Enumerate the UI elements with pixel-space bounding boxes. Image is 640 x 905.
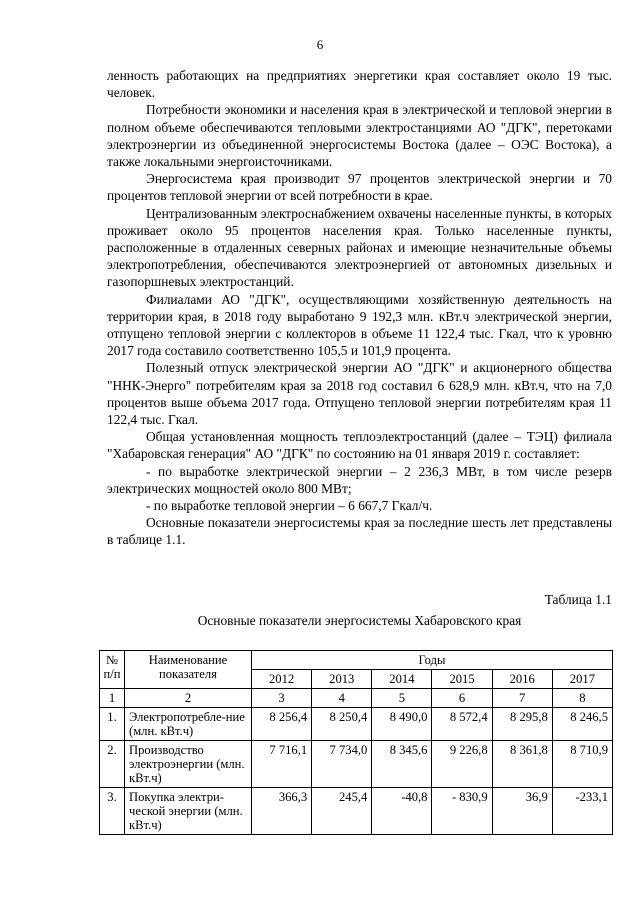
body-text [107, 67, 612, 549]
cell-value: 8 490,0 [372, 708, 432, 741]
col-index: 3 [252, 689, 312, 708]
cell-value: 245,4 [312, 788, 372, 835]
col-index: 5 [372, 689, 432, 708]
row-num: 2. [100, 741, 125, 788]
col-index: 2 [125, 689, 252, 708]
list-item: - по выработке тепловой энергии – 6 667,7 Гкал/ч. [146, 498, 433, 514]
cell-value: - 830,9 [432, 788, 492, 835]
header-year: 2017 [552, 670, 612, 689]
header-years: Годы [252, 651, 613, 670]
col-index: 7 [492, 689, 552, 708]
table-row [100, 708, 613, 741]
cell-value: 8 256,4 [252, 708, 312, 741]
cell-value: 8 345,6 [372, 741, 432, 788]
paragraph: Филиалами АО "ДГК", осуществляющими хозяйственную деятельность на территории края, в 2018 году выработано 9 192,3 млн. кВт.ч электрической энергии, отпущено тепловой энергии с коллекторов в объеме 11 122,4 тыс. Гкал, что к уровню 2017 года составило соответственно 105,5 и 101,9 процента. [107, 291, 612, 359]
col-index: 4 [312, 689, 372, 708]
paragraph: Потребности экономики и населения края в электрической и тепловой энергии в полном объеме обеспечиваются тепловыми электростанциями АО "ДГК", перетоками электроэнергии из объединенной энергосистемы Востока (далее – ОЭС Востока), а также локальными энергоисточниками. [107, 102, 612, 170]
paragraph: Энергосистема края производит 97 процентов электрической энергии и 70 процентов тепловой энергии от всей потребности в крае. [107, 171, 612, 204]
col-index: 6 [432, 689, 492, 708]
paragraph: Централизованным электроснабжением охвачены населенные пункты, в которых проживает около 95 процентов населения края. Только населенные пункты, расположенные в отдаленных северных районах и имеющие незначительные объемы электропотребления, обеспечиваются электроэнергией от автономных дизельных и газопоршневых электростанций. [107, 205, 612, 290]
row-num: 3. [100, 788, 125, 835]
cell-value: 9 226,8 [432, 741, 492, 788]
header-num: № п/п [100, 651, 125, 689]
cell-value: 8 295,8 [492, 708, 552, 741]
cell-value: -233,1 [552, 788, 612, 835]
table-row [100, 788, 613, 835]
cell-value: 36,9 [492, 788, 552, 835]
cell-value: 8 246,5 [552, 708, 612, 741]
row-name: Покупка электри-ческой энергии (млн. кВт.ч) [125, 788, 252, 835]
header-year: 2016 [492, 670, 552, 689]
cell-value: -40,8 [372, 788, 432, 835]
header-year: 2013 [312, 670, 372, 689]
col-index: 8 [552, 689, 612, 708]
cell-value: 7 734,0 [312, 741, 372, 788]
list-item: - по выработке электрической энергии – 2 236,3 МВт, в том числе резерв электрических мощностей около 800 МВт; [107, 463, 612, 496]
table-label: Таблица 1.1 [544, 592, 612, 607]
energy-indicators-table [99, 650, 613, 835]
cell-value: 8 250,4 [312, 708, 372, 741]
header-year: 2015 [432, 670, 492, 689]
paragraph: Общая установленная мощность теплоэлектростанций (далее – ТЭЦ) филиала "Хабаровская генерация" АО "ДГК" по состоянию на 01 января 2019 г. составляет: [107, 429, 612, 462]
paragraph: Основные показатели энергосистемы края за последние шесть лет представлены в таблице 1.1. [107, 515, 612, 548]
header-name: Наименование показателя [125, 651, 252, 689]
cell-value: 8 361,8 [492, 741, 552, 788]
row-name: Электропотребле-ние (млн. кВт.ч) [125, 708, 252, 741]
page-number: 6 [316, 37, 324, 52]
column-index-row [100, 689, 613, 708]
cell-value: 7 716,1 [252, 741, 312, 788]
header-year: 2012 [252, 670, 312, 689]
header-year: 2014 [372, 670, 432, 689]
cell-value: 366,3 [252, 788, 312, 835]
table-row [100, 741, 613, 788]
paragraph: ленность работающих на предприятиях энергетики края составляет около 19 тыс. человек. [107, 68, 612, 101]
row-num: 1. [100, 708, 125, 741]
col-index: 1 [100, 689, 125, 708]
cell-value: 8 710,9 [552, 741, 612, 788]
table-title: Основные показатели энергосистемы Хабаровского края [197, 613, 522, 628]
paragraph: Полезный отпуск электрической энергии АО "ДГК" и акционерного общества "ННК-Энерго" потребителям края за 2018 год составил 6 628,9 млн. кВт.ч, что на 7,0 процентов выше объема 2017 года. Отпущено тепловой энергии потребителям края 11 122,4 тыс. Гкал. [107, 360, 612, 428]
row-name: Производство электроэнергии (млн. кВт.ч) [125, 741, 252, 788]
cell-value: 8 572,4 [432, 708, 492, 741]
